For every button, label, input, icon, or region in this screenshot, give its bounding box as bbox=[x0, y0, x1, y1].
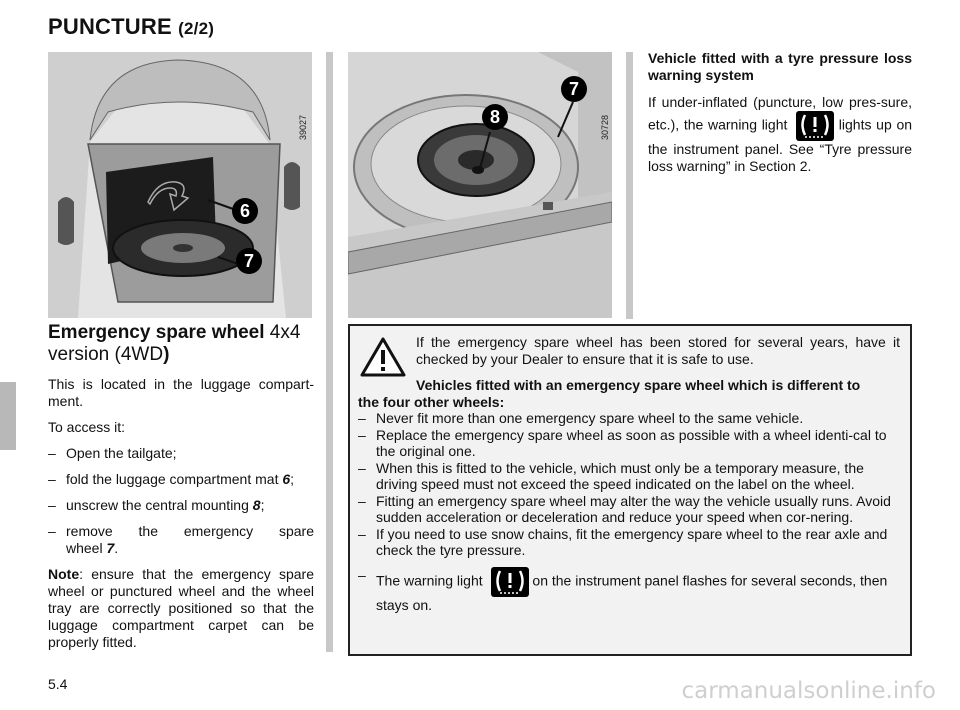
page-title-part: (2/2) bbox=[178, 19, 215, 38]
step-item: – fold the luggage compartment mat 6; bbox=[48, 471, 295, 487]
warning-paragraph: If the emergency spare wheel has been stored for several years, have it checked by your Dealer to ensure that it is safe to use. bbox=[416, 334, 900, 367]
section-tab bbox=[0, 382, 16, 450]
page-title: PUNCTURE (2/2) bbox=[48, 14, 215, 39]
tyre-pressure-warning-icon bbox=[796, 111, 834, 141]
note-text: Note: ensure that the emergency spare wheel or punctured wheel and the wheel tray are correctly positioned so that the luggage compartment carpet can be properly fitted. bbox=[48, 566, 314, 650]
warning-item: – If you need to use snow chains, fit the emergency spare wheel to the rear axle and check the tyre pressure. bbox=[358, 525, 888, 558]
left-column bbox=[48, 322, 314, 660]
warning-item: – The warning light on the instrument panel flashes for several seconds, then stays on. bbox=[358, 566, 888, 613]
tpms-heading: Vehicle fitted with a tyre pressure loss warning system bbox=[648, 50, 912, 83]
spare-wheel-illustration bbox=[348, 52, 612, 318]
access-text: To access it: bbox=[48, 419, 126, 435]
warning-item: – Replace the emergency spare wheel as soon as possible with a wheel identi-cal to the original one. bbox=[358, 426, 887, 459]
step-item: – unscrew the central mounting 8; bbox=[48, 497, 265, 513]
callout-7: 7 bbox=[236, 248, 262, 274]
tpms-text: If under-inflated (puncture, low pres-sure, etc.), the warning light lights up on the instrument panel. See “Tyre pressure loss warning” in Section 2. bbox=[648, 94, 913, 174]
step-item: – Open the tailgate; bbox=[48, 445, 177, 461]
right-column bbox=[648, 50, 912, 175]
figure-code: 30728 bbox=[600, 114, 610, 140]
column-divider-right bbox=[626, 52, 633, 319]
figure-code: 39027 bbox=[298, 114, 308, 140]
warning-box bbox=[348, 324, 912, 656]
page-number: 5.4 bbox=[48, 676, 68, 692]
callout-8: 8 bbox=[482, 104, 508, 130]
section-heading: Emergency spare wheel 4x4 version (4WD) bbox=[48, 322, 301, 365]
tyre-pressure-warning-icon bbox=[491, 567, 529, 597]
warning-item: – Fitting an emergency spare wheel may alter the way the vehicle usually runs. Avoid sudden acceleration or deceleration and reduce your speed when cor-nering. bbox=[358, 492, 891, 525]
callout-7: 7 bbox=[561, 76, 587, 102]
intro-text: This is located in the luggage compart-ment. bbox=[48, 376, 314, 409]
step-item: – remove the emergency spare wheel 7. bbox=[48, 523, 314, 556]
luggage-compartment-drawing bbox=[48, 52, 312, 318]
watermark: carmanualsonline.info bbox=[681, 678, 936, 704]
warning-subheading: Vehicles fitted with an emergency spare wheel which is different to the four other wheels: bbox=[358, 377, 861, 410]
warning-item: – When this is fitted to the vehicle, which must only be a temporary measure, the driving speed must not exceed the speed indicated on the label on the wheel. bbox=[358, 459, 864, 492]
luggage-compartment-illustration bbox=[48, 52, 312, 318]
column-divider bbox=[326, 52, 333, 652]
callout-6: 6 bbox=[232, 198, 258, 224]
warning-item: – Never fit more than one emergency spare wheel to the same vehicle. bbox=[358, 410, 804, 426]
warning-triangle-icon bbox=[360, 336, 406, 378]
